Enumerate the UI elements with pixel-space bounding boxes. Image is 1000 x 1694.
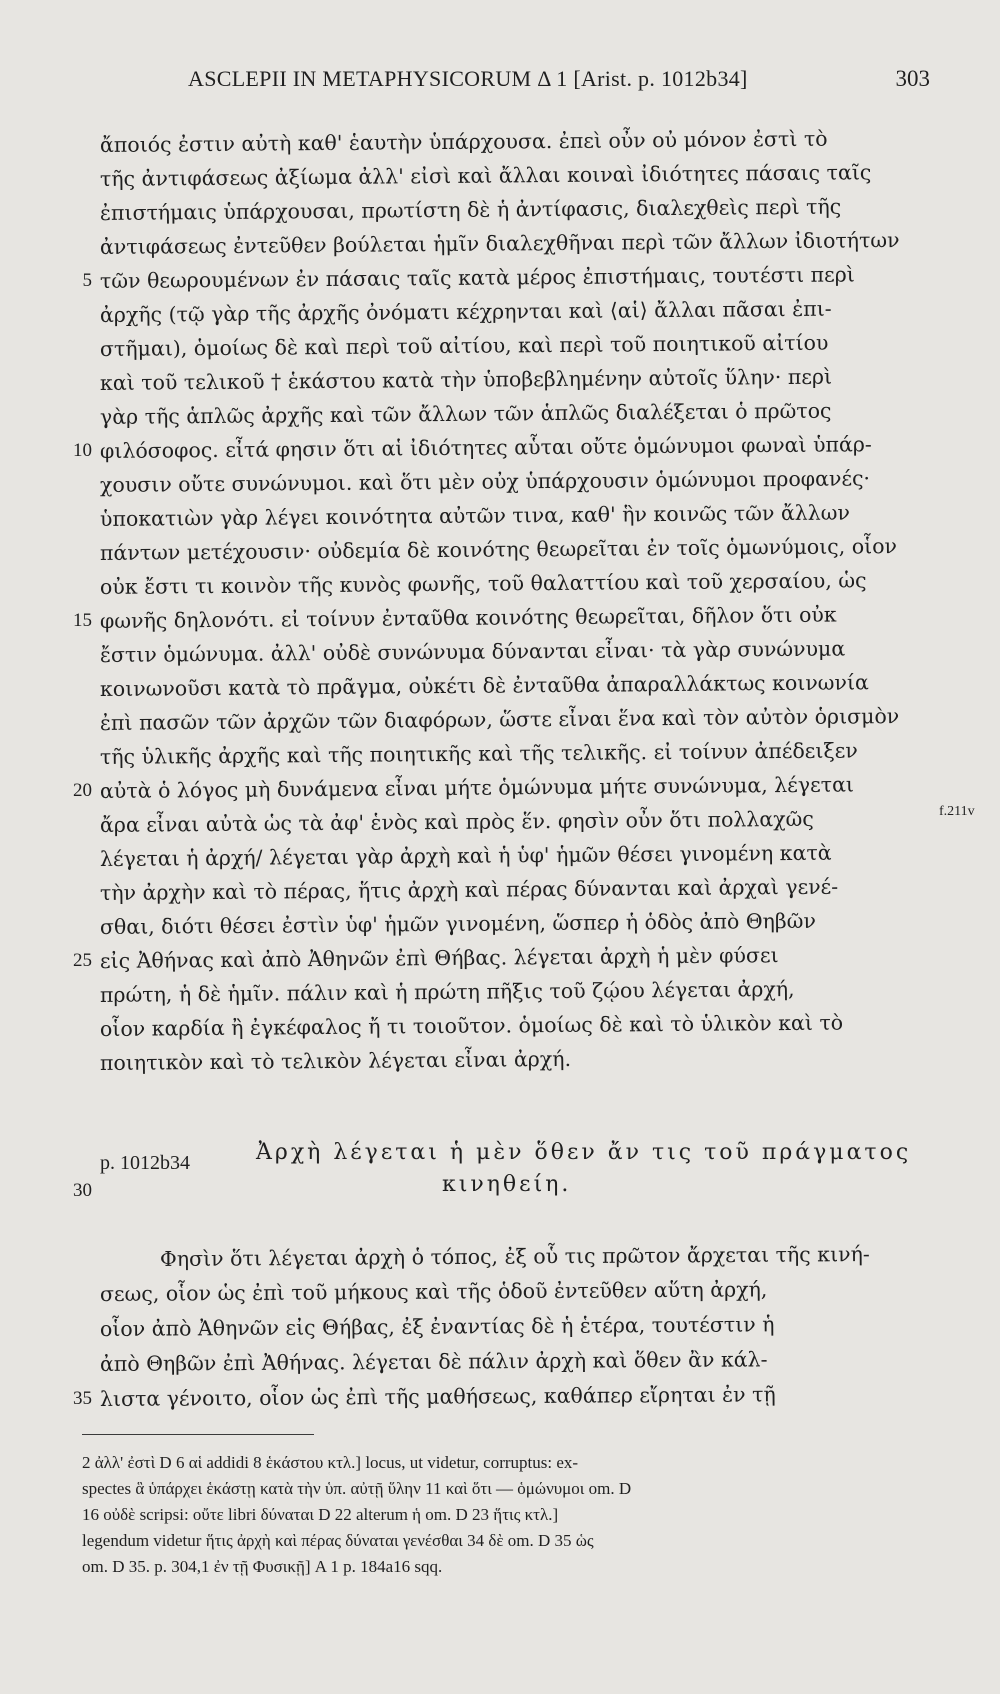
line-number: 35 <box>73 1388 92 1409</box>
text-line: γὰρ τῆς ἁπλῶς ἀρχῆς καὶ τῶν ἄλλων τῶν ἁπλῶς διαλέξεται ὁ πρῶτος <box>99 398 832 429</box>
text-line: τῶν θεωρουμένων ἐν πάσαις ταῖς κατὰ μέρος ἐπιστήμαις, τουτέστι περὶ <box>99 262 855 293</box>
footnote-rule <box>82 1434 314 1435</box>
text-line: ἀντιφάσεως ἐντεῦθεν βούλεται ἡμῖν διαλεχθῆναι περὶ τῶν ἄλλων ἰδιοτήτων <box>99 228 900 259</box>
text-line: ἄποιός ἐστιν αὐτὴ καθ' ἑαυτὴν ὑπάρχουσα. ἐπεὶ οὖν οὐ μόνον ἐστὶ τὸ <box>99 126 828 157</box>
lemma-line: κινηθείη. <box>442 1172 572 1197</box>
line-number: 5 <box>82 270 92 291</box>
text-line: Φησὶν ὅτι λέγεται ἀρχὴ ὁ τόπος, ἐξ οὗ τις πρῶτον ἄρχεται τῆς κινή- <box>159 1242 870 1271</box>
text-line: πρώτη, ἡ δὲ ἡμῖν. πάλιν καὶ ἡ πρώτη πῆξις τοῦ ζῴου λέγεται ἀρχή, <box>99 976 795 1007</box>
line-number: 15 <box>73 610 92 631</box>
text-line: οἷον ἀπὸ Ἀθηνῶν εἰς Θήβας, ἐξ ἐναντίας δὲ ἡ ἑτέρα, τουτέστιν ἡ <box>99 1312 775 1341</box>
apparatus-line: om. D 35. p. 304,1 ἐν τῇ Φυσικῇ] A 1 p. 184a16 sqq. <box>82 1557 443 1576</box>
text-line: αὐτὰ ὁ λόγος μὴ δυνάμενα εἶναι μήτε ὁμώνυμα μήτε συνώνυμα, λέγεται <box>99 772 855 803</box>
text-line: λιστα γένοιτο, οἷον ὡς ἐπὶ τῆς μαθήσεως, καθάπερ εἴρηται ἐν τῇ <box>99 1382 776 1411</box>
line-number: 20 <box>73 780 92 801</box>
page-header <box>188 66 930 102</box>
text-line: φιλόσοφος. εἶτά φησιν ὅτι αἱ ἰδιότητες αὗται οὔτε ὁμώνυμοι φωναὶ ὑπάρ- <box>99 432 872 463</box>
text-line: τῆς ἀντιφάσεως ἀξίωμα ἀλλ' εἰσὶ καὶ ἄλλαι κοιναὶ ἰδιότητες πάσαις ταῖς <box>99 160 872 191</box>
text-line: ἀρχῆς (τῷ γὰρ τῆς ἀρχῆς ὀνόματι κέχρηνται καὶ ⟨αἱ⟩ ἄλλαι πᾶσαι ἐπι- <box>99 296 832 327</box>
text-line: χουσιν οὔτε συνώνυμοι. καὶ ὅτι μὲν οὐχ ὑπάρχουσιν ὁμώνυμοι προφανές· <box>99 466 871 497</box>
text-line: στῆμαι), ὁμοίως δὲ καὶ περὶ τοῦ αἰτίου, καὶ περὶ τοῦ ποιητικοῦ αἰτίου <box>99 330 829 361</box>
lemma-line: Ἀρχὴ λέγεται ἡ μὲν ὅθεν ἄν τις τοῦ πράγματος <box>256 1140 912 1165</box>
text-line: ὑποκατιὼν γὰρ λέγει κοινότητα αὐτῶν τινα, καθ' ἣν κοινῶς τῶν ἄλλων <box>99 500 850 531</box>
text-line: οὐκ ἔστι τι κοινὸν τῆς κυνὸς φωνῆς, τοῦ θαλαττίου καὶ τοῦ χερσαίου, ὡς <box>99 568 867 599</box>
text-line: σθαι, διότι θέσει ἐστὶν ὑφ' ἡμῶν γινομένη, ὥσπερ ἡ ὁδὸς ἀπὸ Θηβῶν <box>99 908 816 939</box>
text-line: εἰς Ἀθήνας καὶ ἀπὸ Ἀθηνῶν ἐπὶ Θήβας. λέγεται ἀρχὴ ἡ μὲν φύσει <box>99 943 779 973</box>
text-line: τὴν ἀρχὴν καὶ τὸ πέρας, ἥτις ἀρχὴ καὶ πέρας δύνανται καὶ ἀρχαὶ γενέ- <box>99 874 839 905</box>
text-line: ποιητικὸν καὶ τὸ τελικὸν λέγεται εἶναι ἀρχή. <box>99 1046 572 1075</box>
apparatus-line: spectes ἃ ὑπάρχει ἑκάστῃ κατὰ τὴν ὑπ. αὐτῇ ὕλην 11 καὶ ὅτι — ὁμώνυμοι om. D <box>82 1479 632 1498</box>
text-line: ἐπὶ πασῶν τῶν ἀρχῶν τῶν διαφόρων, ὥστε εἶναι ἕνα καὶ τὸν αὐτὸν ὁρισμὸν <box>99 704 900 735</box>
text-line: ἄρα εἶναι αὐτὰ ὡς τὰ ἀφ' ἑνὸς καὶ πρὸς ἕν. φησὶν οὖν ὅτι πολλαχῶς <box>99 806 814 837</box>
page-number: 303 <box>895 66 930 91</box>
line-number: 25 <box>73 950 92 971</box>
text-line: κοινωνοῦσι κατὰ τὸ πρᾶγμα, οὐκέτι δὲ ἐνταῦθα ἀπαραλλάκτως κοινωνία <box>99 670 869 701</box>
text-line: φωνῆς δηλονότι. εἰ τοίνυν ἐνταῦθα κοινότης θεωρεῖται, δῆλον ὅτι οὐκ <box>99 602 837 633</box>
text-line: πάντων μετέχουσιν· οὐδεμία δὲ κοινότης θεωρεῖται ἐν τοῖς ὁμωνύμοις, οἷον <box>99 534 898 565</box>
text-line: καὶ τοῦ τελικοῦ † ἑκάστου κατὰ τὴν ὑποβεβλημένην αὐτοῖς ὕλην· περὶ <box>99 364 833 395</box>
apparatus-line: 16 οὐδὲ scripsi: οὔτε libri δύναται D 22 alterum ἡ om. D 23 ἥτις κτλ.] <box>82 1505 559 1524</box>
folio-margin-note: f.211v <box>939 804 975 819</box>
apparatus-line: 2 ἀλλ' ἐστὶ D 6 αἱ addidi 8 ἑκάστου κτλ.] locus, ut videtur, corruptus: ex- <box>82 1453 579 1472</box>
text-line: τῆς ὑλικῆς ἀρχῆς καὶ τῆς ποιητικῆς καὶ τῆς τελικῆς. εἰ τοίνυν ἀπέδειξεν <box>99 738 858 769</box>
text-line: ἐπιστήμαις ὑπάρχουσαι, πρωτίστη δὲ ἡ ἀντίφασις, διαλεχθεὶς περὶ τῆς <box>99 194 842 225</box>
text-line: λέγεται ἡ ἀρχή/ λέγεται γὰρ ἀρχὴ καὶ ἡ ὑφ' ἡμῶν θέσει γινομένη κατὰ <box>99 840 832 871</box>
lemma-reference: p. 1012b34 <box>100 1152 190 1174</box>
running-head: ASCLEPII IN METAPHYSICORUM Δ 1 [Arist. p. 1012b34] <box>188 66 748 91</box>
apparatus-line: legendum videtur ἥτις ἀρχὴ καὶ πέρας δύναται γενέσθαι 34 δὲ om. D 35 ὡς <box>82 1531 594 1550</box>
text-line: οἷον καρδία ἢ ἐγκέφαλος ἤ τι τοιοῦτον. ὁμοίως δὲ καὶ τὸ ὑλικὸν καὶ τὸ <box>99 1010 844 1041</box>
text-line: σεως, οἷον ὡς ἐπὶ τοῦ μήκους καὶ τῆς ὁδοῦ ἐντεῦθεν αὕτη ἀρχή, <box>99 1277 768 1306</box>
text-line: ἀπὸ Θηβῶν ἐπὶ Ἀθήνας. λέγεται δὲ πάλιν ἀρχὴ καὶ ὅθεν ἂν κάλ- <box>99 1347 768 1376</box>
text-line: ἔστιν ὁμώνυμα. ἀλλ' οὐδὲ συνώνυμα δύνανται εἶναι· τὰ γὰρ συνώνυμα <box>99 636 846 667</box>
line-number: 10 <box>73 440 92 461</box>
line-number: 30 <box>73 1180 92 1201</box>
